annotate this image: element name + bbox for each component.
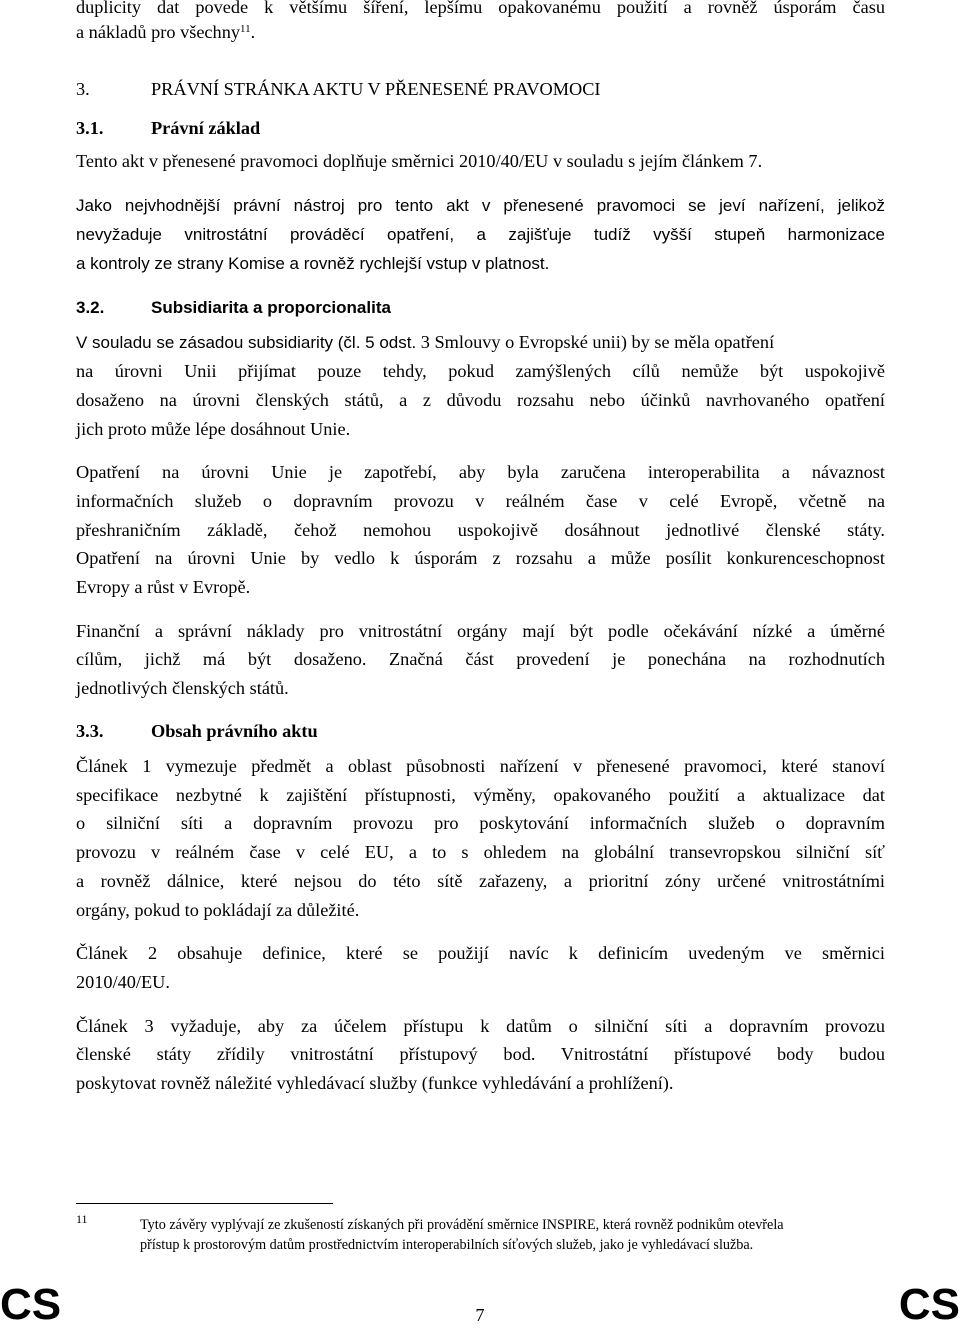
- footnote-line: přístup k prostorovým datům prostřednictvím interoperabilních síťových služeb, jako je vyhledávací služba.: [140, 1237, 754, 1253]
- section-number: 3.2.: [76, 298, 105, 317]
- footnote-number: 11: [76, 1212, 88, 1226]
- section-title: Subsidiarita a proporcionalita: [151, 298, 391, 317]
- section-number: 3.3.: [76, 721, 104, 741]
- paragraph-rest: 3 Smlouvy o Evropské unii) by se měla opatření: [420, 332, 775, 352]
- paragraph-line: 2010/40/EU.: [76, 972, 170, 992]
- paragraph-line: dosaženo na úrovni členských států, a z důvodu rozsahu nebo účinků navrhovaného opatření: [76, 390, 885, 410]
- section-title: PRÁVNÍ STRÁNKA AKTU V PŘENESENÉ PRAVOMOCI: [151, 79, 601, 99]
- intro-line-1: duplicity dat povede k většímu šíření, lepšímu opakovanému použití a rovněž úsporám času: [76, 0, 885, 17]
- paragraph-line: a kontroly ze strany Komise a rovněž rychlejší vstup v platnost.: [76, 254, 550, 273]
- paragraph-line: členské státy zřídily vnitrostátní přístupový bod. Vnitrostátní přístupové body budou: [76, 1044, 885, 1064]
- paragraph-line: cílům, jichž má být dosaženo. Značná část provedení je ponechána na rozhodnutích: [76, 649, 885, 669]
- paragraph-lead: V souladu se zásadou subsidiarity (čl. 5 odst.: [76, 333, 417, 352]
- footnote-separator: [76, 1203, 333, 1204]
- paragraph-line: o silniční síti a dopravním provozu pro poskytování informačních služeb o dopravním: [76, 813, 885, 833]
- paragraph-line: Finanční a správní náklady pro vnitrostátní orgány mají být podle očekávání nízké a úměrné: [76, 621, 885, 641]
- paragraph-line: provozu v reálném čase v celé EU, a to s ohledem na globální transevropskou silniční síť: [76, 842, 885, 862]
- paragraph-line: přeshraničním základě, čehož nemohou uspokojivě dosáhnout jednotlivé členské státy.: [76, 520, 885, 540]
- paragraph-line: jednotlivých členských států.: [76, 678, 289, 698]
- section-title: Právní základ: [151, 118, 261, 138]
- paragraph-line: Opatření na úrovni Unie by vedlo k úsporám z rozsahu a může posílit konkurenceschopnost: [76, 548, 885, 568]
- paragraph-line: Článek 2 obsahuje definice, které se použijí navíc k definicím uvedeným ve směrnici: [76, 943, 885, 963]
- footer-language-right: CS: [898, 1280, 960, 1329]
- section-title: Obsah právního aktu: [151, 721, 318, 741]
- paragraph-line: a rovněž dálnice, které nejsou do této sítě zařazeny, a prioritní zóny určené vnitrostátními: [76, 871, 885, 891]
- paragraph-line: jich proto může lépe dosáhnout Unie.: [76, 419, 351, 439]
- paragraph-line: Článek 1 vymezuje předmět a oblast působnosti nařízení v přenesené pravomoci, které stanoví: [76, 756, 885, 776]
- footnote-line: Tyto závěry vyplývají ze zkušeností získaných při provádění směrnice INSPIRE, která rovněž podnikům otevřela: [140, 1217, 784, 1233]
- paragraph-line: Tento akt v přenesené pravomoci doplňuje směrnici 2010/40/EU v souladu s jejím článkem 7.: [76, 151, 763, 171]
- paragraph-line: Článek 3 vyžaduje, aby za účelem přístupu k datům o silniční síti a dopravním provozu: [76, 1016, 885, 1036]
- paragraph-line: Evropy a růst v Evropě.: [76, 577, 251, 597]
- paragraph-line: nevyžaduje vnitrostátní prováděcí opatření, a zajišťuje tudíž vyšší stupeň harmonizace: [76, 225, 885, 244]
- page-number: 7: [475, 1305, 485, 1325]
- intro-line-2-end: .: [250, 22, 256, 42]
- paragraph-line: specifikace nezbytné k zajištění přístupnosti, výměny, opakovaného použití a aktualizace dat: [76, 785, 885, 805]
- intro-line-2: [76, 21, 885, 43]
- paragraph-line: na úrovni Unii přijímat pouze tehdy, pokud zamýšlených cílů nemůže být uspokojivě: [76, 361, 885, 381]
- paragraph-line: orgány, pokud to pokládají za důležité.: [76, 900, 360, 920]
- paragraph-line: Jako nejvhodnější právní nástroj pro tento akt v přenesené pravomoci se jeví nařízení, jelikož: [76, 196, 885, 215]
- footnote-reference[interactable]: 11: [239, 23, 251, 35]
- section-number: 3.1.: [76, 118, 104, 138]
- paragraph-line: informačních služeb o dopravním provozu v reálném čase v celé Evropě, včetně na: [76, 491, 885, 511]
- intro-line-2-text: a nákladů pro všechny: [76, 22, 240, 42]
- paragraph-line: [76, 331, 885, 354]
- paragraph-line: poskytovat rovněž náležité vyhledávací služby (funkce vyhledávání a prohlížení).: [76, 1073, 674, 1093]
- footer-language-left: CS: [0, 1280, 62, 1329]
- section-number: 3.: [76, 79, 90, 99]
- paragraph-line: Opatření na úrovni Unie je zapotřebí, aby byla zaručena interoperabilita a návaznost: [76, 462, 885, 482]
